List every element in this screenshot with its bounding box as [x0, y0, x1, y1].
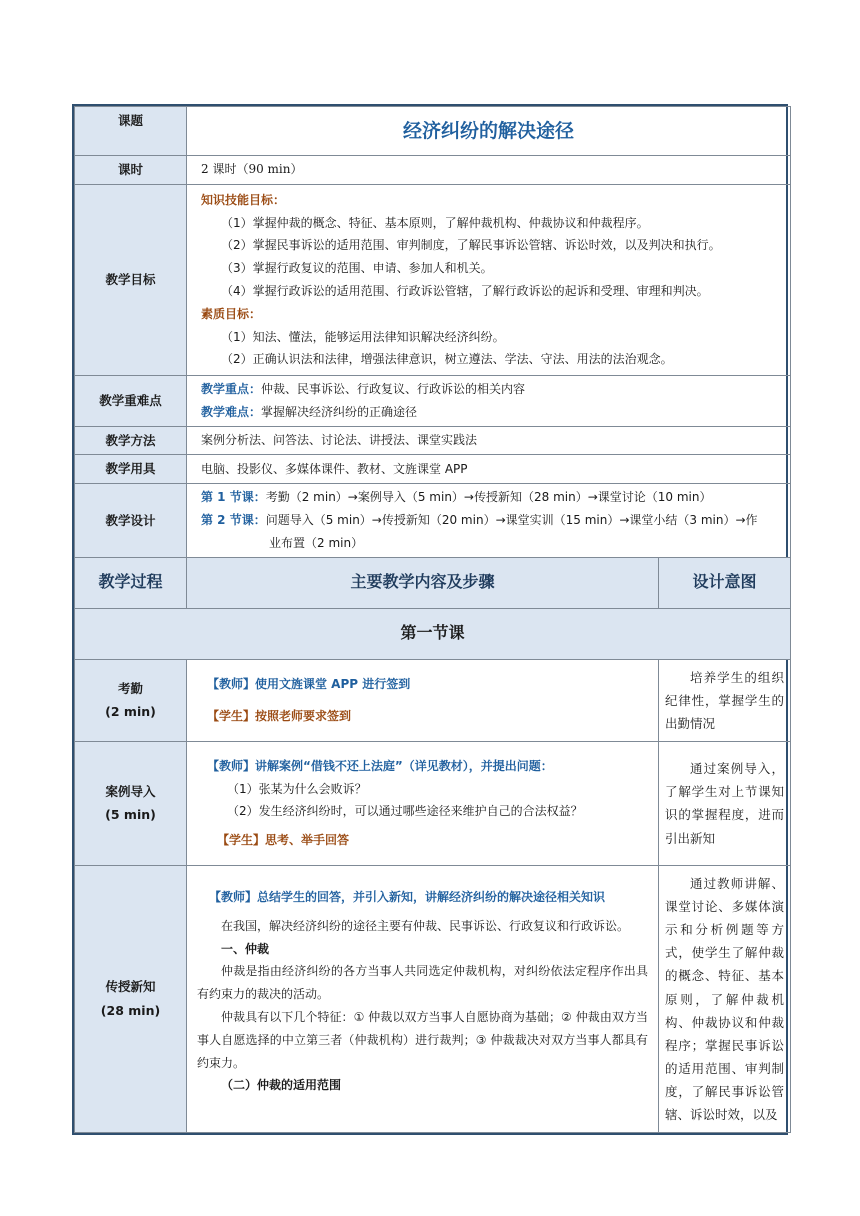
paragraph: 仲裁是指由经济纠纷的各方当事人共同选定仲裁机构，对纠纷依法定程序作出具有约束力的裁决的活动。 — [197, 964, 648, 1002]
row-methods — [75, 426, 791, 455]
row-key-points — [75, 376, 791, 427]
header-process: 教学过程 — [75, 557, 187, 608]
lesson2-label: 第 2 节课： — [201, 513, 266, 528]
lesson1-text: 考勤（2 min）→案例导入（5 min）→传授新知（28 min）→课堂讨论（10 min） — [265, 490, 712, 505]
stage-name: 案例导入 — [105, 783, 156, 799]
knowledge-heading: 知识技能目标： — [201, 192, 286, 207]
student-step: 【学生】思考、举手回答 — [217, 833, 350, 848]
label-methods: 教学方法 — [75, 426, 187, 455]
label-key-points: 教学重难点 — [75, 376, 187, 427]
row-tools — [75, 455, 791, 484]
lesson2-continuation: 业布置（2 min） — [269, 535, 364, 550]
lesson2-text: 问题导入（5 min）→传授新知（20 min）→课堂实训（15 min）→课堂小结（3 min）→作 — [265, 513, 758, 528]
attendance-content — [187, 659, 659, 741]
case-intro-content — [187, 741, 659, 865]
difficulty-text: 掌握解决经济纠纷的正确途径 — [261, 404, 418, 419]
knowledge-item: （3）掌握行政复议的范围、申请、参加人和机关。 — [221, 261, 493, 276]
row-topic — [75, 107, 791, 156]
page-title: 经济纠纷的解决途径 — [187, 107, 791, 156]
focus-label: 教学重点： — [201, 382, 262, 397]
student-step: 【学生】按照老师要求签到 — [207, 709, 352, 724]
row-hours — [75, 156, 791, 185]
teacher-step: 【教师】总结学生的回答，并引入新知，讲解经济纠纷的解决途径相关知识 — [209, 889, 606, 904]
stage-attendance — [75, 659, 187, 741]
objectives-content — [187, 184, 791, 375]
value-methods: 案例分析法、问答法、讨论法、讲授法、课堂实践法 — [187, 426, 791, 455]
row-design — [75, 484, 791, 557]
paragraph: 仲裁具有以下几个特征：① 仲裁以双方当事人自愿协商为基础；② 仲裁由双方当事人自愿选择的中立第三者（仲裁机构）进行裁判；③ 仲裁裁决对双方当事人都具有约束力。 — [197, 1009, 648, 1070]
teacher-step: 【教师】讲解案例“借钱不还上法庭”（详见教材），并提出问题： — [207, 758, 553, 773]
section-title: 第一节课 — [75, 608, 791, 659]
section-row — [75, 608, 791, 659]
knowledge-item: （2）掌握民事诉讼的适用范围、审判制度，了解民事诉讼管辖、诉讼时效，以及判决和执行。 — [221, 238, 721, 253]
row-new-knowledge — [75, 865, 791, 1132]
lesson1-label: 第 1 节课： — [201, 490, 266, 505]
stage-time: (5 min) — [105, 807, 156, 823]
label-tools: 教学用具 — [75, 455, 187, 484]
stage-time: (28 min) — [100, 1003, 161, 1019]
row-objectives — [75, 184, 791, 375]
new-knowledge-content — [187, 865, 659, 1132]
design-content — [187, 484, 791, 557]
row-case-intro — [75, 741, 791, 865]
stage-case-intro — [75, 741, 187, 865]
knowledge-item: （1）掌握仲裁的概念、特征、基本原则，了解仲裁机构、仲裁协议和仲裁程序。 — [221, 215, 649, 230]
row-attendance — [75, 659, 791, 741]
question-2: （2）发生经济纠纷时，可以通过哪些途径来维护自己的合法权益？ — [227, 804, 583, 819]
stage-name: 考勤 — [117, 680, 143, 696]
quality-heading: 素质目标： — [201, 306, 262, 321]
quality-item: （1）知法、懂法，能够运用法律知识解决经济纠纷。 — [221, 329, 505, 344]
lesson-plan-table — [72, 104, 788, 1135]
value-tools: 电脑、投影仪、多媒体课件、教材、文旌课堂 APP — [187, 455, 791, 484]
label-objectives: 教学目标 — [75, 184, 187, 375]
label-topic: 课题 — [75, 107, 187, 156]
label-design: 教学设计 — [75, 484, 187, 557]
subheading: 一、仲裁 — [221, 941, 270, 956]
process-header-row — [75, 557, 791, 608]
question-1: （1）张某为什么会败诉？ — [227, 781, 367, 796]
label-hours: 课时 — [75, 156, 187, 185]
intent-case-intro: 通过案例导入，了解学生对上节课知识的掌握程度，进而引出新知 — [659, 741, 791, 865]
subheading: （二）仲裁的适用范围 — [221, 1078, 342, 1093]
header-content: 主要教学内容及步骤 — [187, 557, 659, 608]
quality-item: （2）正确认识法和法律，增强法律意识，树立遵法、学法、守法、用法的法治观念。 — [221, 352, 673, 367]
stage-name: 传授新知 — [105, 979, 156, 995]
stage-new-knowledge — [75, 865, 187, 1132]
intent-attendance: 培养学生的组织纪律性，掌握学生的出勤情况 — [659, 659, 791, 741]
value-hours: 2 课时（90 min） — [187, 156, 791, 185]
intent-new-knowledge: 通过教师讲解、课堂讨论、多媒体演示和分析例题等方式，使学生了解仲裁的概念、特征、基本原则，了解仲裁机构、仲裁协议和仲裁程序；掌握民事诉讼的适用范围、审判制度，了解民事诉讼管辖、诉讼时效，以及 — [659, 865, 791, 1132]
key-points-content — [187, 376, 791, 427]
header-intent: 设计意图 — [659, 557, 791, 608]
difficulty-label: 教学难点： — [201, 404, 262, 419]
knowledge-item: （4）掌握行政诉讼的适用范围、行政诉讼管辖，了解行政诉讼的起诉和受理、审理和判决。 — [221, 283, 709, 298]
teacher-step: 【教师】使用文旌课堂 APP 进行签到 — [207, 676, 411, 691]
stage-time: (2 min) — [105, 704, 156, 720]
paragraph: 在我国，解决经济纠纷的途径主要有仲裁、民事诉讼、行政复议和行政诉讼。 — [221, 918, 630, 933]
focus-text: 仲裁、民事诉讼、行政复议、行政诉讼的相关内容 — [261, 382, 526, 397]
